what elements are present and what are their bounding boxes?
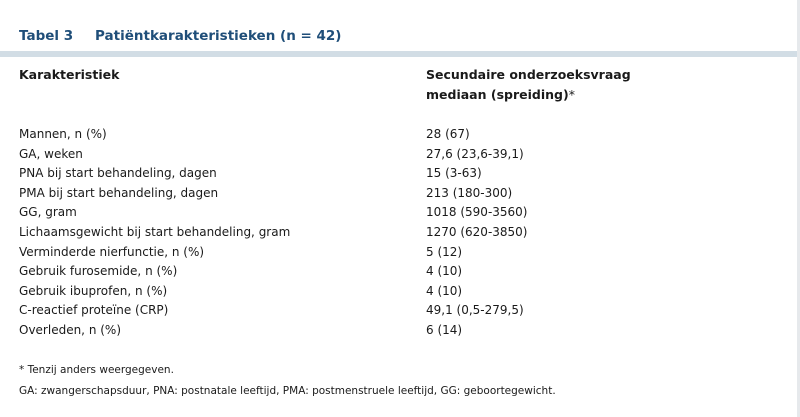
- row-value: 4 (10): [426, 264, 463, 279]
- column-header-characteristic: Karakteristiek: [19, 67, 120, 82]
- footnote-default-note: * Tenzij anders weergegeven.: [19, 364, 174, 376]
- column-header-line2: [426, 85, 631, 105]
- table-row: [19, 203, 779, 223]
- row-value: 5 (12): [426, 244, 463, 259]
- row-value: 6 (14): [426, 322, 463, 337]
- row-characteristic: PMA bij start behandeling, dagen: [19, 185, 219, 200]
- header-divider: [0, 51, 800, 57]
- row-value: 49,1 (0,5-279,5): [426, 303, 524, 318]
- row-characteristic: GG, gram: [19, 205, 77, 220]
- row-characteristic: Mannen, n (%): [19, 127, 107, 141]
- row-value: 28 (67): [426, 127, 470, 141]
- table-row: [19, 262, 779, 282]
- table-row: [19, 243, 779, 263]
- column-header-footnote-marker: *: [568, 87, 575, 102]
- column-header-secondary-question: [426, 65, 631, 105]
- row-value: 15 (3-63): [426, 166, 482, 181]
- table-label: Tabel 3: [19, 28, 74, 44]
- table-title: [19, 28, 341, 44]
- row-value: 1270 (620-3850): [426, 224, 528, 239]
- row-characteristic: Overleden, n (%): [19, 322, 121, 337]
- row-value: 1018 (590-3560): [426, 205, 528, 220]
- table-row: [19, 223, 779, 243]
- table-caption: Patiëntkarakteristieken (n = 42): [95, 28, 342, 44]
- table-row: [19, 321, 779, 341]
- column-header-median-range: mediaan (spreiding): [426, 87, 569, 102]
- column-header-line1: Secundaire onderzoeksvraag: [426, 67, 631, 82]
- row-characteristic: Lichaamsgewicht bij start behandeling, gram: [19, 224, 291, 239]
- row-characteristic: Verminderde nierfunctie, n (%): [19, 244, 205, 259]
- table-row: [19, 125, 779, 145]
- row-value: 4 (10): [426, 283, 463, 298]
- table-row: [19, 282, 779, 302]
- footnote-abbreviations: GA: zwangerschapsduur, PNA: postnatale leeftijd, PMA: postmenstruele leeftijd, GG: geboortegewicht.: [19, 385, 556, 397]
- table-row: [19, 164, 779, 184]
- row-value: 213 (180-300): [426, 185, 513, 200]
- table-row: [19, 184, 779, 204]
- row-characteristic: GA, weken: [19, 146, 83, 161]
- row-characteristic: C-reactief proteïne (CRP): [19, 303, 169, 318]
- table-row: [19, 301, 779, 321]
- row-characteristic: PNA bij start behandeling, dagen: [19, 166, 217, 181]
- table-row: [19, 145, 779, 165]
- row-characteristic: Gebruik ibuprofen, n (%): [19, 283, 168, 298]
- row-characteristic: Gebruik furosemide, n (%): [19, 264, 178, 279]
- row-value: 27,6 (23,6-39,1): [426, 146, 524, 161]
- table-body: [19, 125, 779, 341]
